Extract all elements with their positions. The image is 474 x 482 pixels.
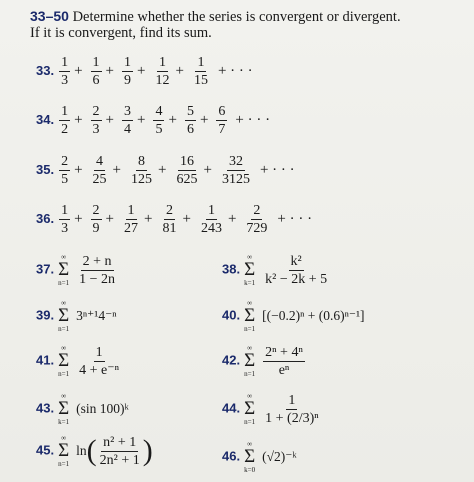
plus-sign: + [105, 63, 115, 79]
summation-sign [58, 434, 69, 468]
problem-number: 43. [36, 400, 55, 416]
summation-limit: ∞ [61, 392, 67, 400]
fraction [153, 55, 171, 88]
numerator: 2 [253, 203, 261, 218]
problem-43 [36, 392, 129, 426]
numerator: 1 [61, 104, 69, 119]
numerator: 2 [165, 203, 173, 218]
summation-limit: ∞ [247, 299, 253, 307]
denominator: eⁿ [278, 362, 290, 378]
fraction [91, 203, 102, 236]
denominator: 5 [61, 172, 69, 187]
plus-sign: + [112, 162, 122, 178]
sigma-glyph: Σ [244, 350, 256, 371]
summation-sign [244, 392, 255, 426]
plus-sign: + [137, 112, 146, 128]
summation-sign [244, 299, 255, 333]
summation-limit: k=1 [58, 418, 70, 426]
numerator: 2 [92, 203, 100, 218]
summation-limit: n=1 [58, 279, 70, 287]
fraction [122, 104, 133, 137]
problem-40 [222, 299, 365, 333]
summation-sign [244, 344, 255, 378]
denominator: 3 [92, 122, 100, 137]
series-term: (√2)⁻ᵏ [262, 449, 297, 464]
series-term: 3ⁿ⁺¹4⁻ⁿ [76, 308, 117, 323]
fraction [244, 203, 269, 236]
denominator: k² − 2k + 5 [265, 271, 328, 287]
denominator: 4 + e⁻ⁿ [79, 362, 120, 378]
plus-sign: + [74, 63, 83, 79]
fraction [216, 104, 227, 137]
numerator: 1 [127, 203, 135, 218]
numerator: k² [290, 253, 302, 269]
summation-sign [58, 253, 69, 287]
numerator: 4 [155, 104, 163, 119]
plus-sign: + [227, 211, 237, 227]
denominator: 6 [92, 73, 100, 88]
denominator: 27 [124, 221, 139, 236]
instruction-line1: Determine whether the series is convergent or divergent. [72, 9, 401, 25]
parenthesis: ( [86, 434, 97, 467]
plus-sign: + [168, 112, 177, 128]
denominator: 25 [92, 172, 107, 187]
plus-sign: + [203, 162, 212, 178]
summation-sign [58, 392, 69, 426]
sigma-glyph: Σ [244, 398, 256, 419]
fraction [59, 55, 70, 88]
plus-sign: + [182, 211, 191, 227]
denominator: 3125 [221, 172, 250, 187]
plus-sign: + [105, 112, 115, 128]
fraction [59, 203, 70, 236]
plus-sign: + [137, 63, 146, 79]
problem-number: 38. [222, 261, 241, 277]
denominator: 9 [124, 73, 132, 88]
plus-sign: + [105, 211, 115, 227]
fraction [160, 203, 178, 236]
problem-46 [222, 440, 297, 474]
summation-limit: ∞ [61, 344, 67, 352]
instruction-line2: If it is convergent, find its sum. [30, 25, 212, 41]
fraction [185, 104, 196, 137]
problem-45 [36, 434, 153, 468]
denominator: 243 [200, 221, 222, 236]
summation-limit: ∞ [247, 392, 253, 400]
summation-limit: n=1 [244, 418, 256, 426]
series-term: [(−0.2)ⁿ + (0.6)ⁿ⁻¹] [262, 308, 365, 323]
numerator: 1 [95, 344, 103, 360]
numerator: 3 [124, 104, 132, 119]
denominator: 2 [61, 122, 69, 137]
summation-limit: k=0 [244, 466, 256, 474]
summation-sign [58, 344, 69, 378]
numerator: 1 [207, 203, 215, 218]
denominator: 625 [176, 172, 198, 187]
denominator: 15 [193, 73, 208, 88]
denominator: 125 [131, 172, 153, 187]
problem-number: 45. [36, 442, 55, 458]
problem-number: 44. [222, 400, 241, 416]
series-tail: + · · · [277, 211, 313, 227]
fraction [174, 154, 199, 187]
numerator: 5 [186, 104, 194, 119]
plus-sign: + [158, 162, 167, 178]
sigma-glyph: Σ [58, 398, 70, 419]
fraction [263, 345, 305, 378]
numerator: 32 [228, 154, 243, 169]
fraction [77, 254, 117, 287]
denominator: 4 [124, 122, 132, 137]
fraction [192, 55, 210, 88]
plus-sign: + [74, 211, 83, 227]
problem-number: 34. [36, 112, 55, 128]
numerator: 1 [92, 55, 100, 70]
problem-number: 46. [222, 448, 241, 464]
denominator: 1 + (2/3)ⁿ [265, 410, 319, 426]
denominator: 1 − 2n [79, 271, 116, 287]
denominator: 12 [155, 73, 170, 88]
summation-limit: n=1 [244, 370, 256, 378]
numerator: 1 [158, 55, 166, 70]
fraction [263, 254, 329, 287]
denominator: 729 [246, 221, 268, 236]
numerator: 6 [218, 104, 226, 119]
problem-36 [36, 203, 315, 236]
series-tail: + · · · [259, 162, 295, 178]
numerator: 1 [288, 392, 296, 408]
plus-sign: + [144, 211, 153, 227]
problem-37 [36, 253, 118, 287]
numerator: 2 + n [82, 253, 112, 269]
sigma-glyph: Σ [58, 305, 70, 326]
summation-limit: k=1 [244, 279, 256, 287]
problem-44 [222, 392, 322, 426]
fraction [129, 154, 154, 187]
denominator: 3 [61, 221, 69, 236]
numerator: 4 [96, 154, 104, 169]
summation-limit: n=1 [58, 460, 70, 468]
summation-limit: ∞ [61, 253, 67, 261]
summation-limit: n=1 [58, 370, 70, 378]
fraction [91, 104, 102, 137]
problem-number: 41. [36, 352, 55, 368]
sigma-glyph: Σ [244, 259, 256, 280]
denominator: 7 [218, 122, 226, 137]
summation-limit: ∞ [61, 434, 67, 442]
problem-42 [222, 344, 306, 378]
numerator: 1 [61, 203, 69, 218]
summation-limit: ∞ [247, 344, 253, 352]
plus-sign: + [175, 63, 184, 79]
problem-38 [222, 253, 330, 287]
problem-number: 37. [36, 261, 55, 277]
ln-function: ln [76, 443, 87, 458]
fraction [199, 203, 224, 236]
fraction [91, 55, 102, 88]
fraction [122, 203, 140, 236]
sigma-glyph: Σ [244, 446, 256, 467]
fraction [91, 154, 109, 187]
problem-34 [36, 104, 273, 137]
numerator: n² + 1 [103, 434, 137, 450]
series-tail: + · · · [235, 112, 271, 128]
fraction [122, 55, 133, 88]
summation-limit: ∞ [247, 253, 253, 261]
exercise-header [30, 8, 401, 26]
series-tail: + · · · [217, 63, 253, 79]
numerator: 8 [138, 154, 146, 169]
denominator: 3 [61, 73, 69, 88]
fraction [59, 154, 70, 187]
problem-number: 33. [36, 63, 55, 79]
sigma-glyph: Σ [58, 440, 70, 461]
plus-sign: + [199, 112, 209, 128]
numerator: 1 [61, 55, 69, 70]
numerator: 2ⁿ + 4ⁿ [265, 344, 303, 360]
summation-limit: ∞ [61, 299, 67, 307]
denominator: 2n² + 1 [99, 452, 140, 468]
plus-sign: + [74, 162, 83, 178]
problem-number: 42. [222, 352, 241, 368]
problem-33 [36, 55, 256, 88]
sigma-glyph: Σ [58, 259, 70, 280]
sigma-glyph: Σ [244, 305, 256, 326]
numerator: 2 [61, 154, 69, 169]
problem-number: 39. [36, 307, 55, 323]
fraction [77, 345, 121, 378]
problem-number: 40. [222, 307, 241, 323]
denominator: 6 [186, 122, 194, 137]
denominator: 9 [92, 221, 100, 236]
parenthesis: ) [142, 434, 153, 467]
exercise-range: 33–50 [30, 8, 69, 24]
summation-sign [244, 440, 255, 474]
summation-sign [244, 253, 255, 287]
numerator: 2 [92, 104, 100, 119]
problem-39 [36, 299, 116, 333]
fraction [220, 154, 252, 187]
summation-limit: n=1 [244, 325, 256, 333]
fraction [263, 393, 321, 426]
denominator: 5 [155, 122, 163, 137]
series-term: (sin 100)ᵏ [76, 401, 129, 416]
fraction [153, 104, 164, 137]
problem-number: 36. [36, 211, 55, 227]
sigma-glyph: Σ [58, 350, 70, 371]
fraction [59, 104, 70, 137]
problem-number: 35. [36, 162, 55, 178]
summation-limit: ∞ [247, 440, 253, 448]
fraction [98, 435, 142, 468]
summation-sign [58, 299, 69, 333]
summation-limit: n=1 [58, 325, 70, 333]
numerator: 1 [197, 55, 205, 70]
problem-35 [36, 154, 298, 187]
numerator: 16 [179, 154, 194, 169]
problem-41 [36, 344, 122, 378]
denominator: 81 [162, 221, 177, 236]
plus-sign: + [74, 112, 83, 128]
numerator: 1 [124, 55, 132, 70]
